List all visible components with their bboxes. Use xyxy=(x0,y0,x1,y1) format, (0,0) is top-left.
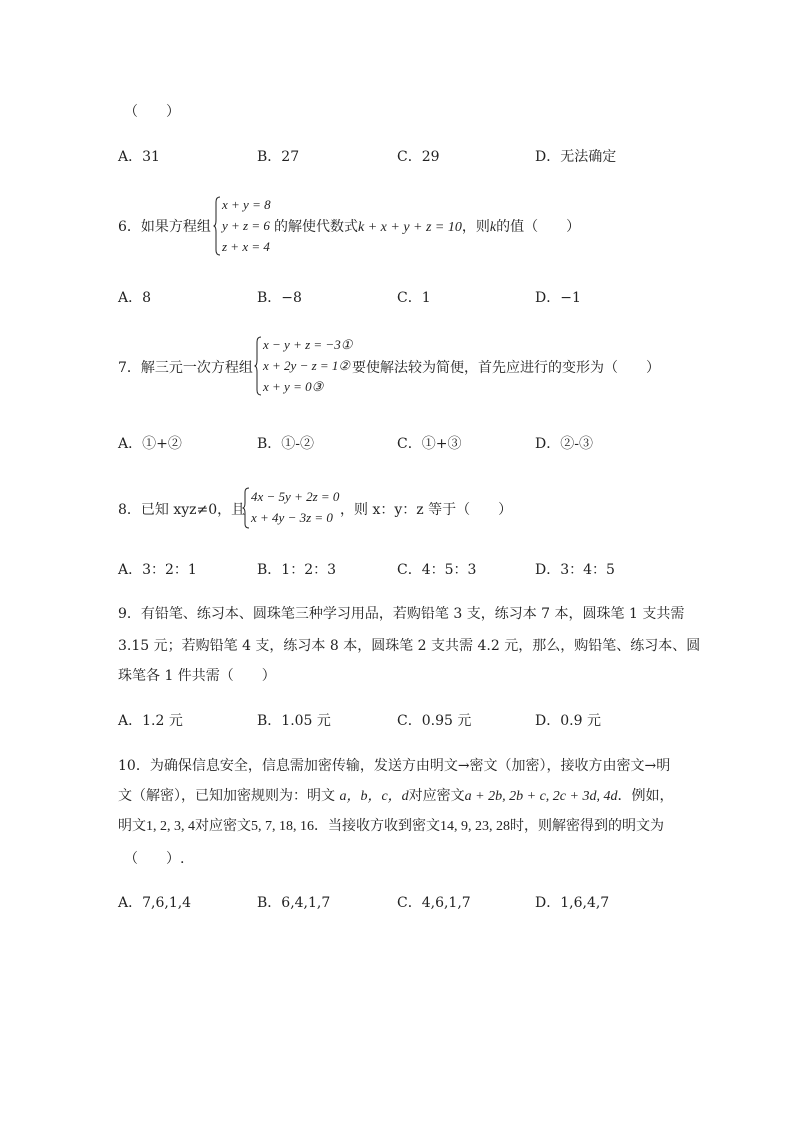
q6-option-d[interactable]: D．−1 xyxy=(535,290,581,306)
q5-option-a[interactable]: A．31 xyxy=(118,149,160,165)
q10-received-cipher: 14, 9, 23, 28 xyxy=(440,819,510,834)
q6-options xyxy=(118,288,718,308)
q8-eq-2: x + 4y − 3z = 0 xyxy=(251,510,333,525)
q7-options xyxy=(118,434,718,454)
q7-eq-3: x + y = 0③ xyxy=(263,379,324,394)
q6-text xyxy=(274,217,580,238)
q10-line-4: （ ）. xyxy=(124,851,185,867)
q9-option-c[interactable]: C．0.95 元 xyxy=(397,713,472,729)
q8-option-d[interactable]: D．3：4：5 xyxy=(535,562,615,578)
brace-icon xyxy=(213,196,221,256)
q8-suffix: ，则 x：y：z 等于（ ） xyxy=(340,502,513,518)
q7-option-c[interactable]: C．①+③ xyxy=(397,436,462,452)
q7-suffix: 要使解法较为简便，首先应进行的变形为（ ） xyxy=(352,360,660,376)
brace-icon xyxy=(254,336,262,396)
q6-variable: k xyxy=(489,220,497,235)
q6-expression: k + x + y + z = 10 xyxy=(358,220,462,235)
q6-eq-3: z + x = 4 xyxy=(222,239,270,254)
q10-line-2 xyxy=(118,786,673,807)
q10-line-2-a: 文（解密），已知加密规则为：明文 xyxy=(118,788,340,804)
q7-equation-system xyxy=(254,336,354,396)
q6-eq-1: x + y = 8 xyxy=(222,197,271,212)
q6-prefix: 6．如果方程组 xyxy=(118,219,211,235)
q6-eq-2: y + z = 6 xyxy=(222,218,270,233)
q10-plain-example: 1, 2, 3, 4 xyxy=(146,819,195,834)
q7-option-b[interactable]: B．①-② xyxy=(257,436,315,452)
q9-option-b[interactable]: B．1.05 元 xyxy=(257,713,331,729)
q9-option-a[interactable]: A．1.2 元 xyxy=(118,713,183,729)
q9-line-3: 珠笔各 1 件共需（ ） xyxy=(118,668,276,684)
q7-option-a[interactable]: A．①+② xyxy=(118,436,182,452)
q10-option-b[interactable]: B．6,4,1,7 xyxy=(257,895,331,911)
q7-option-d[interactable]: D．②-③ xyxy=(535,436,593,452)
q8-options xyxy=(118,560,718,580)
q10-line-3 xyxy=(118,816,664,837)
q6-option-c[interactable]: C．1 xyxy=(397,290,431,306)
q9-line-1: 9．有铅笔、练习本、圆珠笔三种学习用品，若购铅笔 3 支，练习本 7 本，圆珠笔 1 支共需 xyxy=(118,606,685,622)
q6-suffix1: ，则 xyxy=(461,219,490,235)
q5-options xyxy=(118,147,718,167)
q7-prefix: 7．解三元一次方程组 xyxy=(118,360,253,376)
q6-suffix2: 的值（ ） xyxy=(496,219,581,235)
q5-option-d[interactable]: D．无法确定 xyxy=(535,149,617,165)
q10-line-1: 10．为确保信息安全，信息需加密传输，发送方由明文→密文（加密），接收方由密文→明 xyxy=(118,758,671,774)
q6-option-a[interactable]: A．8 xyxy=(118,290,152,306)
q10-line-3-b: 对应密文 xyxy=(195,818,251,834)
q8-option-b[interactable]: B．1：2：3 xyxy=(257,562,337,578)
q10-option-a[interactable]: A．7,6,1,4 xyxy=(118,895,192,911)
q10-line-2-c: ．例如， xyxy=(617,788,674,804)
q6-middle: 的解使代数式 xyxy=(274,219,358,235)
q8-equation-system xyxy=(242,487,342,529)
q9-line-2: 3.15 元；若购铅笔 4 支，练习本 8 本，圆珠笔 2 支共需 4.2 元，那么，购铅笔、练习本、圆 xyxy=(118,638,701,654)
q8-prefix: 8．已知 xyz≠0，且 xyxy=(118,502,246,518)
q8-option-a[interactable]: A．3：2：1 xyxy=(118,562,197,578)
q6-equation-system xyxy=(213,196,273,256)
answer-blank: （ ） xyxy=(124,104,180,120)
q8-option-c[interactable]: C．4：5：3 xyxy=(397,562,477,578)
q8-eq-1: 4x − 5y + 2z = 0 xyxy=(251,489,340,504)
q6-option-b[interactable]: B．−8 xyxy=(257,290,302,306)
q10-line-3-d: 时，则解密得到的明文为 xyxy=(510,818,664,834)
q10-line-3-a: 明文 xyxy=(118,818,146,834)
q10-cipher-example: 5, 7, 18, 16 xyxy=(251,819,314,834)
q10-options xyxy=(118,893,718,913)
q10-line-3-c: ．当接收方收到密文 xyxy=(314,818,440,834)
q9-options xyxy=(118,711,718,731)
q9-option-d[interactable]: D．0.9 元 xyxy=(535,713,601,729)
q5-option-b[interactable]: B．27 xyxy=(257,149,300,165)
q5-option-c[interactable]: C．29 xyxy=(397,149,440,165)
q7-eq-1: x − y + z = −3① xyxy=(263,337,353,352)
q10-option-c[interactable]: C．4,6,1,7 xyxy=(397,895,471,911)
q10-cipher-expr: a + 2b, 2b + c, 2c + 3d, 4d xyxy=(464,789,618,804)
q7-eq-2: x + 2y − z = 1② xyxy=(263,358,351,373)
brace-icon xyxy=(242,487,250,529)
q10-option-d[interactable]: D．1,6,4,7 xyxy=(535,895,610,911)
q10-plain-vars: a，b，c，d xyxy=(339,789,409,804)
q10-line-2-b: 对应密文 xyxy=(408,788,465,804)
